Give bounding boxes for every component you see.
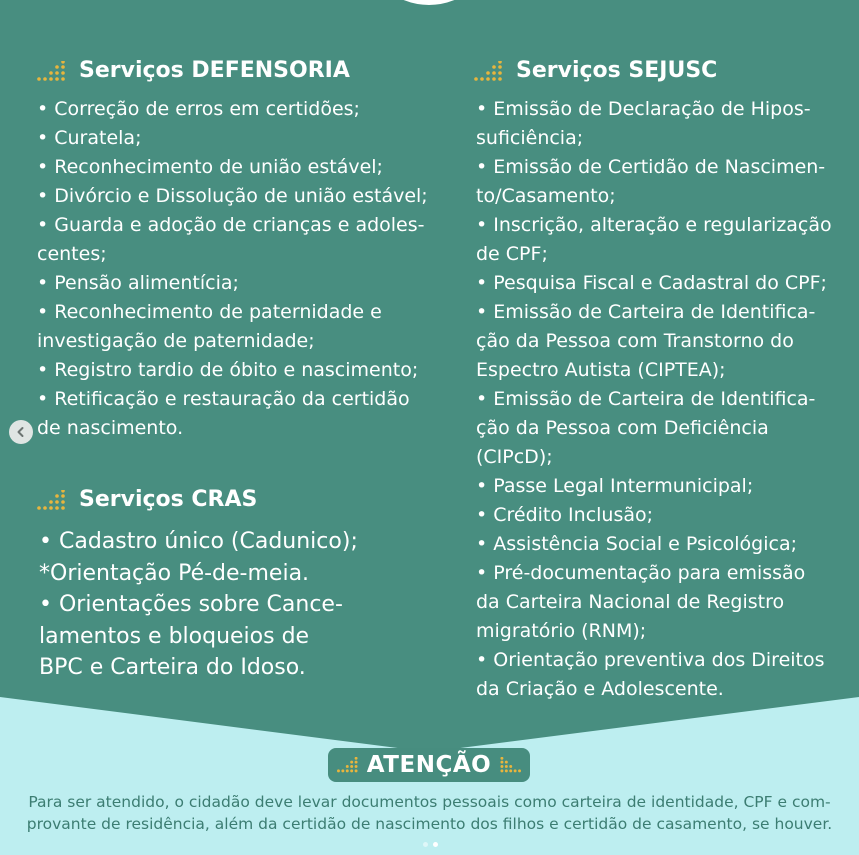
sejusc-list <box>476 95 832 704</box>
note-line: Para ser atendido, o cidadão deve levar documentos pessoais como carteira de identidade, CPF e com- <box>28 793 831 811</box>
list-line: *Orientação Pé-de-meia. <box>39 560 310 586</box>
list-line: • Emissão de Certidão de Nascimen- <box>476 156 826 178</box>
list-line: Espectro Autista (CIPTEA); <box>476 359 726 381</box>
attention-title: ATENÇÃO <box>366 752 492 778</box>
list-line: da Criação e Adolescente. <box>476 678 724 700</box>
list-line: • Orientações sobre Cance- <box>39 592 343 617</box>
pagination-dot-active[interactable] <box>433 842 438 847</box>
list-line: • Emissão de Carteira de Identifica- <box>476 301 816 323</box>
carousel-pagination <box>423 842 438 847</box>
cras-title <box>37 486 257 514</box>
pagination-dot[interactable] <box>423 842 428 847</box>
defensoria-title-text: Serviços DEFENSORIA <box>79 58 350 83</box>
sejusc-title-text: Serviços SEJUSC <box>516 58 718 83</box>
list-line: (CIPcD); <box>476 446 553 468</box>
dots-icon-mirrored <box>499 757 521 773</box>
dots-icon <box>474 61 504 81</box>
list-line: • Pré-documentação para emissão <box>476 562 806 584</box>
list-line: • Passe Legal Intermunicipal; <box>476 475 754 497</box>
list-line: • Correção de erros em certidões; <box>37 98 360 120</box>
list-line: da Carteira Nacional de Registro <box>476 591 785 613</box>
carousel-prev-button[interactable] <box>9 420 33 444</box>
attention-badge <box>328 748 530 782</box>
dots-icon <box>37 61 67 81</box>
list-line: • Emissão de Declaração de Hipos- <box>476 98 811 120</box>
list-line: • Pesquisa Fiscal e Cadastral do CPF; <box>476 272 827 294</box>
cras-title-text: Serviços CRAS <box>79 487 258 512</box>
note-line: provante de residência, além da certidão de nascimento dos filhos e certidão de casamento, se houver. <box>26 815 833 833</box>
attention-note <box>0 791 859 835</box>
list-line: • Orientação preventiva dos Direitos <box>476 649 825 671</box>
list-line: centes; <box>37 243 107 265</box>
list-line: lamentos e bloqueios de <box>39 623 310 649</box>
list-line: ção da Pessoa com Deficiência <box>476 417 769 439</box>
list-line: • Assistência Social e Psicológica; <box>476 533 798 555</box>
list-line: migratório (RNM); <box>476 620 647 642</box>
list-line: • Retificação e restauração da certidão <box>37 388 410 410</box>
list-line: • Cadastro único (Cadunico); <box>39 529 358 554</box>
dots-icon <box>337 757 359 773</box>
list-line: • Curatela; <box>37 127 142 149</box>
list-line: de nascimento. <box>37 417 184 439</box>
cras-list <box>39 526 358 684</box>
list-line: • Guarda e adoção de crianças e adoles- <box>37 214 425 236</box>
list-line: • Reconhecimento de união estável; <box>37 156 383 178</box>
defensoria-title <box>37 57 350 85</box>
list-line: BPC e Carteira do Idoso. <box>39 655 306 680</box>
list-line: • Divórcio e Dissolução de união estável; <box>37 185 428 207</box>
chevron-left-icon <box>15 426 27 438</box>
list-line: suficiência; <box>476 127 584 149</box>
list-line: • Crédito Inclusão; <box>476 504 654 526</box>
list-line: ção da Pessoa com Transtorno do <box>476 330 794 352</box>
list-line: de CPF; <box>476 243 548 265</box>
list-line: investigação de paternidade; <box>37 330 315 352</box>
list-line: to/Casamento; <box>476 185 616 207</box>
ring-decoration <box>362 0 496 40</box>
list-line: • Reconhecimento de paternidade e <box>37 301 382 323</box>
list-line: • Inscrição, alteração e regularização <box>476 214 832 236</box>
defensoria-list <box>37 95 428 443</box>
sejusc-title <box>474 57 717 85</box>
dots-icon <box>37 490 67 510</box>
list-line: • Registro tardio de óbito e nascimento; <box>37 359 419 381</box>
list-line: • Pensão alimentícia; <box>37 272 239 294</box>
list-line: • Emissão de Carteira de Identifica- <box>476 388 816 410</box>
